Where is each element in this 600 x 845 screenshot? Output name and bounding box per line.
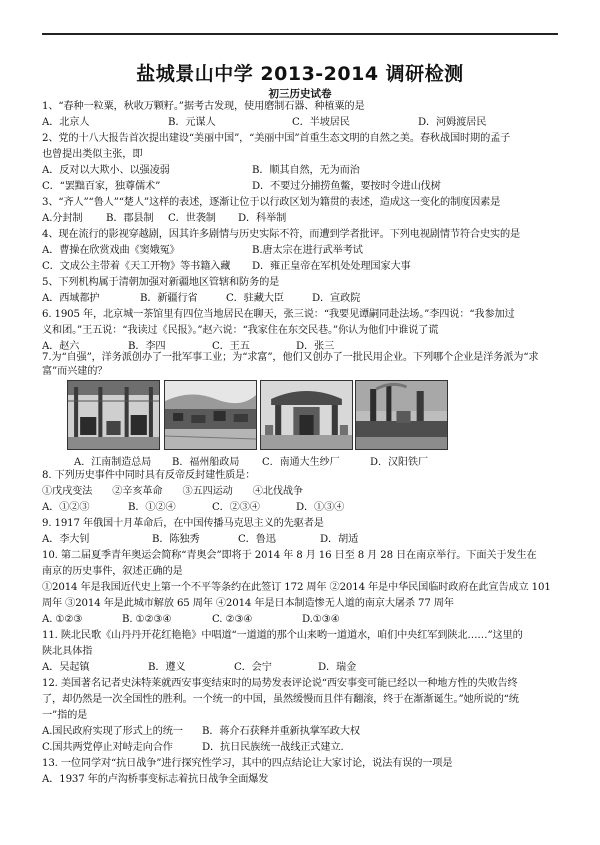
q4-option-c: C．文成公主带着《天工开物》等书籍入藏 — [42, 261, 231, 272]
q5-option-c: C．驻藏大臣 — [226, 293, 284, 304]
q10-option-d: D.①③④ — [302, 614, 340, 625]
q10-option-b: B. ①②③④ — [122, 614, 172, 625]
q6-option-b: B．李四 — [128, 341, 166, 352]
question-2: 2、党的十八大报告首次提出建设“美丽中国”，“美丽中国”首重生态文明的自然之美。春秋战国时期的孟子 — [42, 133, 511, 144]
q6-option-c: C．王五 — [212, 341, 250, 352]
q5-option-a: A．西域都护 — [42, 293, 100, 304]
header-rule — [42, 33, 558, 35]
q12-option-c: C.国共两党停止对峙走向合作 — [42, 742, 173, 753]
q4-option-b: B.唐太宗在进行武举考试 — [252, 245, 363, 256]
question-10-item-3-4: 周年 ③2014 年是此城市解放 65 周年 ④2014 年是日本制造惨无人道的南京大屠杀 77 周年 — [42, 598, 454, 609]
q9-option-c: C．鲁迅 — [238, 534, 276, 545]
q3-option-a: A.分封制 — [42, 213, 83, 224]
q3-option-d: D．科举制 — [238, 213, 287, 224]
q1-option-d: D．河姆渡居民 — [418, 117, 487, 128]
q6-option-a: A．赵六 — [42, 341, 80, 352]
q13-option-a: A．1937 年的卢沟桥事变标志着抗日战争全面爆发 — [42, 774, 269, 785]
question-13: 13. 一位同学对“抗日战争”进行探究性学习，其中的四点结论让大家讨论，说法有误的一项是 — [42, 758, 453, 769]
q8-option-c: C．②③④ — [212, 502, 260, 513]
question-3: 3、“齐人”“鲁人”“楚人”这样的表述，逐渐让位于以行政区划为籍贯的表述，造成这一变化的制度因素是 — [42, 197, 501, 208]
question-6-cont: 义和团。”王五说：“我读过《民报》。”赵六说：“我家住在东交民巷。”你认为他们中谁说了谎 — [42, 325, 439, 336]
question-10-cont: 南京的历史事件，叙述正确的是 — [42, 566, 183, 577]
q9-option-a: A．李大钊 — [42, 534, 90, 545]
question-7: 7.为“自强”，洋务派创办了一批军事工业；为“求富”，他们又创办了一批民用企业。下列哪个企业是洋务派为“求 — [42, 352, 539, 363]
question-2-cont: 也曾提出类似主张，即 — [42, 149, 143, 160]
photo-nantong-dasheng-mill — [260, 380, 353, 450]
q11-option-c: C．会宁 — [234, 662, 272, 673]
q4-option-a: A．曹操在欣赏戏曲《窦娥冤》 — [42, 245, 180, 256]
q11-option-a: A．吴起镇 — [42, 662, 90, 673]
q9-option-d: D．胡适 — [320, 534, 359, 545]
page-subtitle: 初三历史试卷 — [268, 88, 332, 100]
q12-option-d: D．抗日民族统一战线正式建立. — [202, 742, 344, 753]
question-6: 6. 1905 年，北京城一茶馆里有四位当地居民在聊天，张三说：“我要见谭嗣同赴法场。”李四说：“我参加过 — [42, 309, 515, 320]
q8-option-d: D．①③④ — [296, 502, 345, 513]
q9-option-b: B．陈独秀 — [152, 534, 200, 545]
question-4: 4、现在流行的影视穿越剧，因其许多剧情与历史实际不符，而遭到学者批评。下列电视剧情节符合史实的是 — [42, 229, 521, 240]
question-5: 5、下列机构属于清朝加强对新疆地区管辖和防务的是 — [42, 277, 280, 288]
q1-option-c: C．半坡居民 — [292, 117, 350, 128]
q8-option-a: A．①②③ — [42, 502, 90, 513]
q3-option-b: B．郡县制 — [106, 213, 154, 224]
q3-option-c: C．世袭制 — [168, 213, 216, 224]
photo-jiangnan-arsenal — [67, 380, 160, 450]
q7-option-a: A．江南制造总局 — [74, 457, 152, 468]
q10-option-c: C. ②③④ — [212, 614, 253, 625]
question-7-cont: 富”而兴建的？ — [42, 366, 108, 377]
question-12-cont-1: 了，却仍然是一次全国性的胜利。一个统一的中国，虽然缓慢而且伴有翻滚，终于在渐渐诞生。”她所说的“统 — [42, 694, 519, 705]
q6-option-d: D．张三 — [296, 341, 335, 352]
q8-option-b: B．①②④ — [128, 502, 176, 513]
question-12-cont-2: 一”指的是 — [42, 710, 88, 721]
question-1: 1、“春种一粒粟，秋收万颗籽。”据考古发现，使用磨制石器、种植粟的是 — [42, 101, 365, 112]
question-10-item-1-2: ①2014 年是我国近代史上第一个不平等条约在此签订 172 周年 ②2014 年是中华民国临时政府在此宣告成立 101 — [42, 582, 551, 593]
q2-option-d: D．不要过分捕捞鱼鳖，要按时令进山伐树 — [252, 181, 441, 192]
q7-option-b: B．福州船政局 — [172, 457, 240, 468]
q11-option-b: B．遵义 — [148, 662, 186, 673]
question-11: 11. 陕北民歌《山丹丹开花红艳艳》中唱道“一道道的那个山来哟一道道水，咱们中央红军到陕北……”这里的 — [42, 630, 523, 641]
q1-option-a: A．北京人 — [42, 117, 90, 128]
question-8: 8. 下列历史事件中同时具有反帝反封建性质是： — [42, 470, 256, 481]
q8-events: ①戊戌变法 ②辛亥革命 ③五四运动 ④北伐战争 — [42, 486, 303, 497]
question-9: 9. 1917 年俄国十月革命后，在中国传播马克思主义的先驱者是 — [42, 518, 324, 529]
q5-option-d: D．宣政院 — [312, 293, 361, 304]
q2-option-b: B．顺其自然，无为而治 — [252, 165, 360, 176]
photo-hanyang-ironworks — [355, 380, 448, 450]
page-title: 盐城景山中学 2013-2014 调研检测 — [136, 63, 464, 85]
q2-option-a: A．反对以大欺小、以强凌弱 — [42, 165, 170, 176]
q4-option-d: D．雍正皇帝在军机处处理国家大事 — [252, 261, 411, 272]
q5-option-b: B．新疆行省 — [140, 293, 198, 304]
q10-option-a: A. ①②③ — [42, 614, 83, 625]
q7-option-d: D．汉阳铁厂 — [370, 457, 429, 468]
photo-fuzhou-shipyard — [164, 380, 257, 450]
question-11-cont: 陕北具体指 — [42, 646, 93, 657]
q7-option-c: C．南通大生纱厂 — [262, 457, 340, 468]
q1-option-b: B．元谋人 — [168, 117, 216, 128]
q12-option-b: B．蒋介石获释并重新执掌军政大权 — [202, 726, 360, 737]
q2-option-c: C．“罢黜百家，独尊儒术” — [42, 181, 161, 192]
question-10: 10. 第二届夏季青年奥运会简称“青奥会”即将于 2014 年 8 月 16 日至 8 月 28 日在南京举行。下面关于发生在 — [42, 550, 537, 561]
q11-option-d: D．瑞金 — [318, 662, 357, 673]
q12-option-a: A.国民政府实现了形式上的统一 — [42, 726, 183, 737]
question-12: 12. 美国著名记者史沫特莱就西安事变结束时的局势发表评论说“西安事变可能已经以一种地方性的失败告终 — [42, 678, 518, 689]
